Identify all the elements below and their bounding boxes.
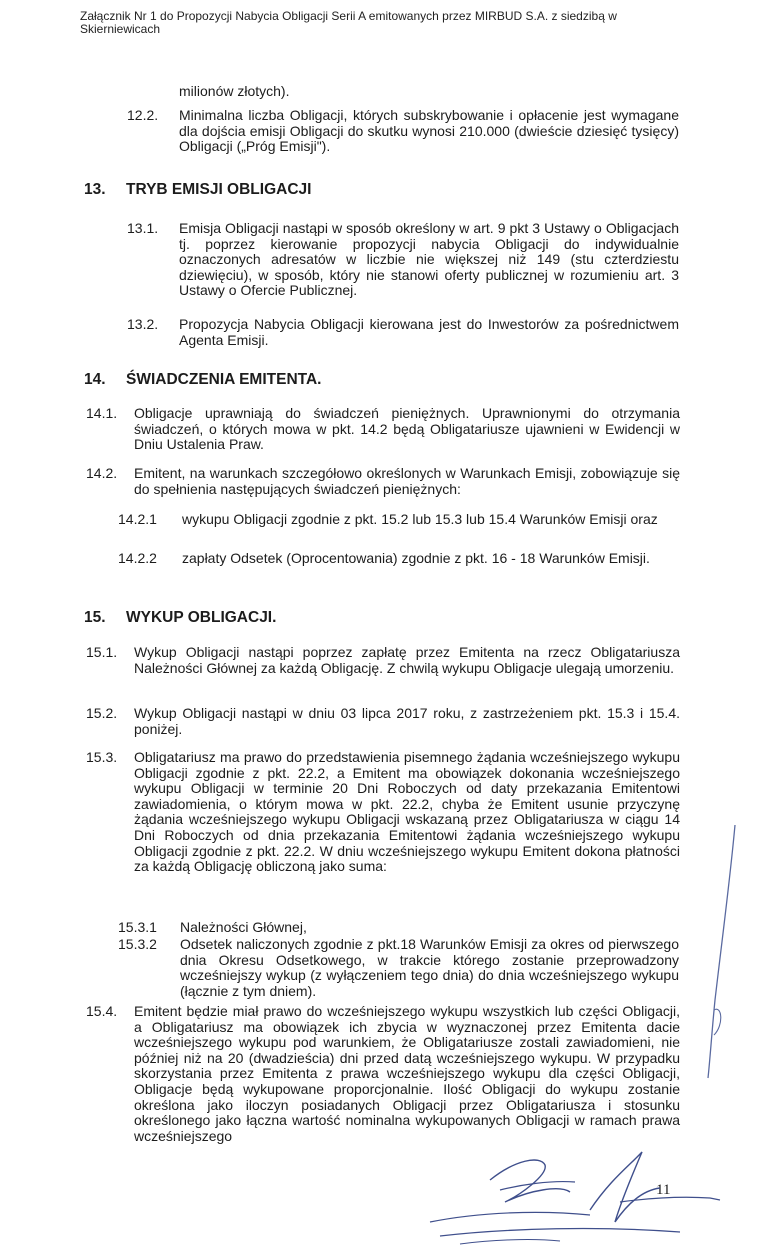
page-header: Załącznik Nr 1 do Propozycji Nabycia Obligacji Serii A emitowanych przez MIRBUD S.A. z siedzibą w Skierniewicach	[80, 9, 617, 36]
page-number: 11	[656, 1182, 671, 1198]
paragraph-13-2: Propozycja Nabycia Obligacji kierowana jest do Inwestorów za pośrednictwem Agenta Emisji.	[179, 316, 679, 348]
signature	[420, 1140, 740, 1250]
paragraph-15-3-1: Należności Głównej,	[180, 919, 307, 935]
paragraph-number: 15.3.2	[118, 936, 157, 952]
paragraph-15-1: Wykup Obligacji nastąpi poprzez zapłatę przez Emitenta na rzecz Obligatariusza Należności Głównej za każdą Obligację. Z chwilą wykupu Obligacje ulegają umorzeniu.	[134, 644, 680, 676]
paragraph-12-2: Minimalna liczba Obligacji, których subskrybowanie i opłacenie jest wymagane dla dojścia emisji Obligacji do skutku wynosi 210.000 (dwieście dziesięć tysięcy) Obligacji („Próg Emisji").	[179, 107, 679, 155]
paragraph-15-3: Obligatariusz ma prawo do przedstawienia pisemnego żądania wcześniejszego wykupu Obligacji zgodnie z pkt. 22.2, a Emitent ma obowiązek dokonania wcześniejszego wykupu Obligacji w terminie 20 Dni Roboczych od daty przekazania Emitentowi zawiadomienia, o którym mowa w pkt. 22.2, chyba że Emitent usunie przyczynę żądania wcześniejszego wykupu Obligacji wskazaną przez Obligatariusza w ciągu 14 Dni Roboczych od dnia przekazania Emitentowi żądania wcześniejszego wykupu Obligacji zgodnie z pkt. 22.2. W dniu wcześniejszego wykupu Emitent dokona płatności za każdą Obligację obliczoną jako suma:	[134, 749, 680, 875]
paragraph-number: 15.2.	[86, 705, 118, 721]
paragraph-14-2-1: wykupu Obligacji zgodnie z pkt. 15.2 lub 15.3 lub 15.4 Warunków Emisji oraz	[182, 511, 658, 527]
paragraph-number: 15.3.	[86, 749, 118, 765]
paragraph-number: 14.1.	[86, 405, 118, 421]
paragraph-number: 13.2.	[127, 316, 159, 332]
paragraph-14-1: Obligacje uprawniają do świadczeń pieniężnych. Uprawnionymi do otrzymania świadczeń, o których mowa w pkt. 14.2 będą Obligatariusze ujawnieni w Ewidencji w Dniu Ustalenia Praw.	[134, 405, 680, 453]
section-number: 14.	[84, 371, 106, 388]
paragraph-13-1: Emisja Obligacji nastąpi w sposób określony w art. 9 pkt 3 Ustawy o Obligacjach tj. poprzez kierowanie propozycji nabycia Obligacji do indywidualnie oznaczonych adresatów w liczbie nie większej niż 149 (stu czterdziestu dziewięciu), w sposób, który nie stanowi oferty publicznej w rozumieniu art. 3 Ustawy o Ofercie Publicznej.	[179, 220, 679, 299]
section-title: TRYB EMISJI OBLIGACJI	[126, 181, 312, 198]
paragraph-number: 13.1.	[127, 220, 159, 236]
section-number: 13.	[84, 181, 106, 198]
paragraph-15-4: Emitent będzie miał prawo do wcześniejszego wykupu wszystkich lub części Obligacji, a Obligatariusz ma obowiązek ich zbycia w wyznaczonej przez Emitenta dacie wcześniejszego wykupu pod warunkiem, że Obligatariusze zostali zawiadomieni, nie później niż na 20 (dwadzieścia) dni przed datą wcześniejszego wykupu. W przypadku skorzystania przez Emitenta z prawa wcześniejszego wykupu dla części Obligacji, Obligacje będą wykupowane proporcjonalnie. Ilość Obligacji do wykupu zostanie określona jako iloczyn posiadanych Obligacji przez Obligatariusza i stosunku określonego jako łączna wartość nominalna wykupowanych Obligacji w ramach prawa wcześniejszego	[134, 1003, 680, 1144]
section-title: WYKUP OBLIGACJI.	[126, 609, 277, 626]
paragraph-12-1-tail: milionów złotych).	[179, 83, 290, 99]
paragraph-15-3-2: Odsetek naliczonych zgodnie z pkt.18 Warunków Emisji za okres od pierwszego dnia Okresu Odsetkowego, w trakcie którego zostanie przeprowadzony wcześniejszy wykup (z wyłączeniem tego dnia) do dnia wcześniejszego wykupu (łącznie z tym dniem).	[180, 936, 679, 999]
paragraph-number: 15.3.1	[118, 919, 157, 935]
margin-pen-mark	[700, 820, 750, 1080]
paragraph-number: 15.4.	[86, 1003, 118, 1019]
paragraph-number: 14.2.2	[118, 550, 157, 566]
paragraph-number: 14.2.1	[118, 511, 157, 527]
paragraph-15-2: Wykup Obligacji nastąpi w dniu 03 lipca 2017 roku, z zastrzeżeniem pkt. 15.3 i 15.4. poniżej.	[134, 705, 680, 737]
section-title: ŚWIADCZENIA EMITENTA.	[126, 371, 322, 388]
paragraph-14-2: Emitent, na warunkach szczegółowo określonych w Warunkach Emisji, zobowiązuje się do spełnienia następujących świadczeń pieniężnych:	[134, 465, 680, 497]
paragraph-number: 14.2.	[86, 465, 118, 481]
paragraph-number: 15.1.	[86, 644, 118, 660]
paragraph-14-2-2: zapłaty Odsetek (Oprocentowania) zgodnie z pkt. 16 - 18 Warunków Emisji.	[182, 550, 650, 566]
paragraph-number: 12.2.	[127, 107, 159, 123]
section-number: 15.	[84, 609, 106, 626]
